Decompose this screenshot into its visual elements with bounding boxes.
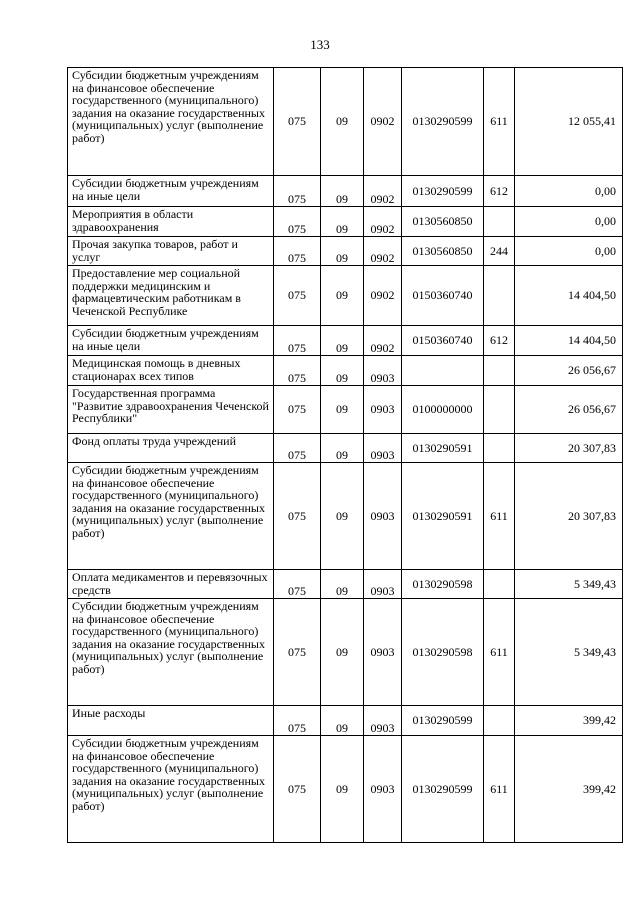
table-row	[68, 706, 623, 736]
row-target-code: 0150360740	[402, 326, 484, 356]
row-section-code: 09	[321, 237, 364, 266]
row-section-code: 09	[321, 386, 364, 434]
row-subsection-code: 0903	[364, 736, 402, 843]
row-amount: 20 307,83	[515, 434, 623, 463]
row-name: Субсидии бюджетным учреждениям на финансовое обеспечение государственного (муниципального) задания на оказание государственных (муниципальных) услуг (выполнение работ)	[68, 463, 274, 570]
row-name: Фонд оплаты труда учреждений	[68, 434, 274, 463]
row-target-code: 0130290599	[402, 706, 484, 736]
table-row	[68, 356, 623, 386]
row-subsection-code: 0902	[364, 176, 402, 207]
row-section-code: 09	[321, 736, 364, 843]
row-ministry-code: 075	[274, 266, 321, 326]
row-subsection-code: 0903	[364, 434, 402, 463]
row-expense-type	[484, 434, 515, 463]
row-expense-type: 612	[484, 326, 515, 356]
row-subsection-code: 0902	[364, 207, 402, 237]
row-expense-type	[484, 266, 515, 326]
row-amount: 26 056,67	[515, 356, 623, 386]
row-subsection-code: 0903	[364, 356, 402, 386]
row-target-code: 0130290598	[402, 599, 484, 706]
row-target-code: 0100000000	[402, 386, 484, 434]
row-target-code: 0130290591	[402, 434, 484, 463]
row-section-code: 09	[321, 434, 364, 463]
row-ministry-code: 075	[274, 207, 321, 237]
row-ministry-code: 075	[274, 599, 321, 706]
row-ministry-code: 075	[274, 237, 321, 266]
row-expense-type: 612	[484, 176, 515, 207]
row-ministry-code: 075	[274, 706, 321, 736]
row-target-code: 0130290599	[402, 736, 484, 843]
row-section-code: 09	[321, 570, 364, 599]
row-name: Предоставление мер социальной поддержки медицинским и фармацевтическим работникам в Чеченской Республике	[68, 266, 274, 326]
row-section-code: 09	[321, 266, 364, 326]
row-ministry-code: 075	[274, 326, 321, 356]
row-target-code: 0130290591	[402, 463, 484, 570]
row-subsection-code: 0902	[364, 266, 402, 326]
table-row	[68, 434, 623, 463]
row-name: Оплата медикаментов и перевязочных средств	[68, 570, 274, 599]
table-row	[68, 463, 623, 570]
table-row	[68, 386, 623, 434]
row-ministry-code: 075	[274, 68, 321, 176]
row-target-code: 0150360740	[402, 266, 484, 326]
row-target-code: 0130290599	[402, 176, 484, 207]
row-target-code: 0130560850	[402, 237, 484, 266]
row-expense-type: 611	[484, 463, 515, 570]
row-amount: 399,42	[515, 736, 623, 843]
row-subsection-code: 0903	[364, 386, 402, 434]
row-expense-type	[484, 706, 515, 736]
row-subsection-code: 0902	[364, 68, 402, 176]
row-expense-type	[484, 356, 515, 386]
row-name: Субсидии бюджетным учреждениям на финансовое обеспечение государственного (муниципального) задания на оказание государственных (муниципальных) услуг (выполнение работ)	[68, 68, 274, 176]
row-section-code: 09	[321, 599, 364, 706]
row-target-code: 0130290598	[402, 570, 484, 599]
row-section-code: 09	[321, 706, 364, 736]
row-name: Прочая закупка товаров, работ и услуг	[68, 237, 274, 266]
row-ministry-code: 075	[274, 570, 321, 599]
page-number: 133	[310, 37, 330, 52]
row-ministry-code: 075	[274, 736, 321, 843]
row-expense-type	[484, 570, 515, 599]
row-ministry-code: 075	[274, 356, 321, 386]
row-subsection-code: 0902	[364, 237, 402, 266]
row-amount: 12 055,41	[515, 68, 623, 176]
row-ministry-code: 075	[274, 463, 321, 570]
row-amount: 14 404,50	[515, 266, 623, 326]
row-name: Иные расходы	[68, 706, 274, 736]
row-name: Субсидии бюджетным учреждениям на иные цели	[68, 176, 274, 207]
row-amount: 20 307,83	[515, 463, 623, 570]
row-subsection-code: 0903	[364, 706, 402, 736]
row-section-code: 09	[321, 176, 364, 207]
table-row	[68, 736, 623, 843]
budget-table	[67, 67, 623, 843]
row-amount: 14 404,50	[515, 326, 623, 356]
row-section-code: 09	[321, 207, 364, 237]
row-target-code: 0130290599	[402, 68, 484, 176]
row-expense-type	[484, 386, 515, 434]
row-expense-type: 611	[484, 68, 515, 176]
row-section-code: 09	[321, 463, 364, 570]
table-row	[68, 237, 623, 266]
row-expense-type: 244	[484, 237, 515, 266]
row-amount: 399,42	[515, 706, 623, 736]
table-row	[68, 207, 623, 237]
row-ministry-code: 075	[274, 176, 321, 207]
row-subsection-code: 0903	[364, 599, 402, 706]
row-ministry-code: 075	[274, 386, 321, 434]
row-amount: 0,00	[515, 176, 623, 207]
row-target-code: 0130560850	[402, 207, 484, 237]
table-row	[68, 68, 623, 176]
table-row	[68, 570, 623, 599]
row-section-code: 09	[321, 356, 364, 386]
row-target-code	[402, 356, 484, 386]
table-row	[68, 176, 623, 207]
row-section-code: 09	[321, 326, 364, 356]
row-subsection-code: 0903	[364, 463, 402, 570]
row-name: Субсидии бюджетным учреждениям на иные цели	[68, 326, 274, 356]
table-row	[68, 599, 623, 706]
row-section-code: 09	[321, 68, 364, 176]
row-name: Субсидии бюджетным учреждениям на финансовое обеспечение государственного (муниципального) задания на оказание государственных (муниципальных) услуг (выполнение работ)	[68, 736, 274, 843]
row-subsection-code: 0902	[364, 326, 402, 356]
row-amount: 26 056,67	[515, 386, 623, 434]
row-amount: 0,00	[515, 207, 623, 237]
row-amount: 5 349,43	[515, 570, 623, 599]
row-amount: 5 349,43	[515, 599, 623, 706]
row-ministry-code: 075	[274, 434, 321, 463]
row-expense-type	[484, 207, 515, 237]
row-name: Медицинская помощь в дневных стационарах всех типов	[68, 356, 274, 386]
row-expense-type: 611	[484, 599, 515, 706]
row-expense-type: 611	[484, 736, 515, 843]
row-name: Мероприятия в области здравоохранения	[68, 207, 274, 237]
row-amount: 0,00	[515, 237, 623, 266]
row-name: Государственная программа "Развитие здравоохранения Чеченской Республики"	[68, 386, 274, 434]
row-subsection-code: 0903	[364, 570, 402, 599]
table-row	[68, 326, 623, 356]
row-name: Субсидии бюджетным учреждениям на финансовое обеспечение государственного (муниципального) задания на оказание государственных (муниципальных) услуг (выполнение работ)	[68, 599, 274, 706]
table-row	[68, 266, 623, 326]
